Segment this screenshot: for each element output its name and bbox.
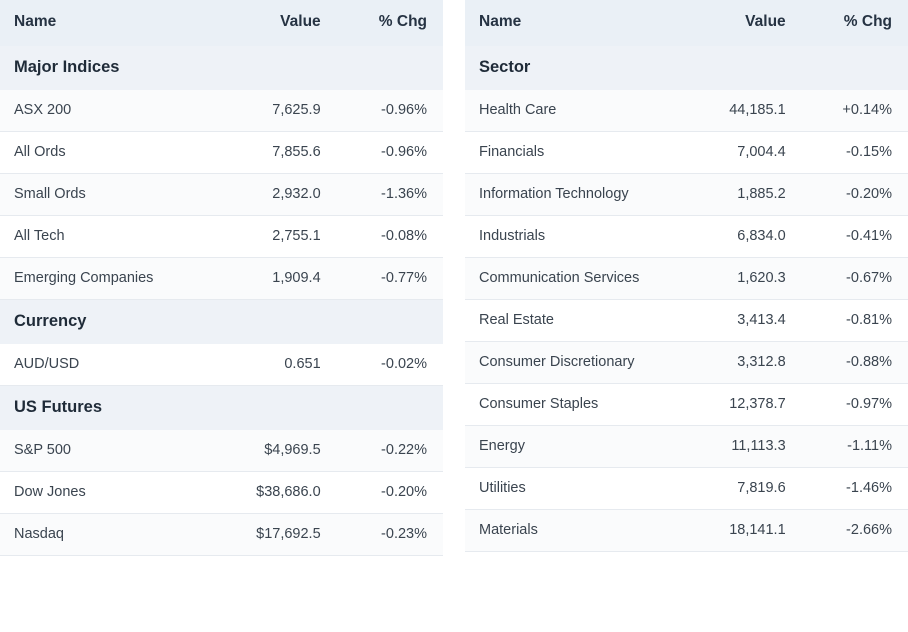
sector-row-change: -1.11% (802, 426, 908, 468)
indices-row-change: -0.96% (337, 90, 443, 132)
indices-row-change: -0.08% (337, 216, 443, 258)
indices-row-value: $38,686.0 (216, 472, 337, 514)
indices-row-value: $17,692.5 (216, 514, 337, 556)
table-row[interactable] (465, 174, 908, 216)
indices-row-name: Dow Jones (0, 472, 216, 514)
indices-row-value: 1,909.4 (216, 258, 337, 300)
sector-row-change: -0.20% (802, 174, 908, 216)
sector-row-change: -0.97% (802, 384, 908, 426)
table-row[interactable] (465, 132, 908, 174)
table-row[interactable] (465, 90, 908, 132)
sector-group-label: Sector (465, 46, 908, 90)
sector-header-value: Value (681, 0, 802, 46)
sector-row-name: Real Estate (465, 300, 681, 342)
sector-row-value: 6,834.0 (681, 216, 802, 258)
indices-header-value: Value (216, 0, 337, 46)
sector-row-name: Communication Services (465, 258, 681, 300)
sector-table (465, 0, 908, 552)
sector-row-name: Financials (465, 132, 681, 174)
table-row[interactable] (0, 258, 443, 300)
sector-table-head (465, 0, 908, 46)
sector-row-value: 3,413.4 (681, 300, 802, 342)
indices-row-change: -0.77% (337, 258, 443, 300)
indices-row-value: 7,625.9 (216, 90, 337, 132)
sector-row-change: -0.88% (802, 342, 908, 384)
sector-row-change: +0.14% (802, 90, 908, 132)
sector-group-row (465, 46, 908, 90)
indices-row-change: -0.96% (337, 132, 443, 174)
sector-header-row (465, 0, 908, 46)
table-row[interactable] (465, 468, 908, 510)
indices-row-name: AUD/USD (0, 344, 216, 386)
table-row[interactable] (465, 300, 908, 342)
sector-row-value: 18,141.1 (681, 510, 802, 552)
sector-row-name: Materials (465, 510, 681, 552)
table-row[interactable] (0, 90, 443, 132)
sector-row-change: -1.46% (802, 468, 908, 510)
table-row[interactable] (0, 132, 443, 174)
indices-group-row (0, 300, 443, 345)
indices-row-change: -1.36% (337, 174, 443, 216)
sector-row-value: 1,620.3 (681, 258, 802, 300)
sector-header-change: % Chg (802, 0, 908, 46)
sector-row-change: -0.41% (802, 216, 908, 258)
indices-row-value: $4,969.5 (216, 430, 337, 472)
indices-row-value: 2,755.1 (216, 216, 337, 258)
indices-row-name: Small Ords (0, 174, 216, 216)
sector-row-value: 7,004.4 (681, 132, 802, 174)
table-row[interactable] (465, 426, 908, 468)
indices-row-change: -0.22% (337, 430, 443, 472)
indices-header-change: % Chg (337, 0, 443, 46)
indices-row-name: All Ords (0, 132, 216, 174)
indices-row-value: 7,855.6 (216, 132, 337, 174)
table-row[interactable] (0, 216, 443, 258)
indices-header-row (0, 0, 443, 46)
sector-row-change: -0.81% (802, 300, 908, 342)
indices-table-body (0, 46, 443, 556)
sector-row-name: Consumer Discretionary (465, 342, 681, 384)
sector-row-value: 12,378.7 (681, 384, 802, 426)
sector-row-name: Industrials (465, 216, 681, 258)
sector-row-value: 11,113.3 (681, 426, 802, 468)
sector-table-body (465, 46, 908, 552)
sector-row-name: Utilities (465, 468, 681, 510)
sector-panel (465, 0, 908, 632)
table-row[interactable] (0, 174, 443, 216)
sector-row-change: -0.67% (802, 258, 908, 300)
sector-row-name: Consumer Staples (465, 384, 681, 426)
indices-row-change: -0.02% (337, 344, 443, 386)
sector-row-value: 7,819.6 (681, 468, 802, 510)
indices-row-change: -0.20% (337, 472, 443, 514)
indices-panel (0, 0, 443, 632)
indices-row-value: 0.651 (216, 344, 337, 386)
indices-row-value: 2,932.0 (216, 174, 337, 216)
table-row[interactable] (0, 430, 443, 472)
table-row[interactable] (465, 216, 908, 258)
table-row[interactable] (465, 342, 908, 384)
indices-group-label: Currency (0, 300, 443, 345)
sector-row-name: Information Technology (465, 174, 681, 216)
indices-row-name: Emerging Companies (0, 258, 216, 300)
sector-row-name: Energy (465, 426, 681, 468)
sector-row-value: 3,312.8 (681, 342, 802, 384)
indices-row-name: All Tech (0, 216, 216, 258)
indices-header-name: Name (0, 0, 216, 46)
table-row[interactable] (465, 510, 908, 552)
indices-group-row (0, 46, 443, 90)
sector-row-change: -0.15% (802, 132, 908, 174)
sector-row-change: -2.66% (802, 510, 908, 552)
sector-row-value: 1,885.2 (681, 174, 802, 216)
table-row[interactable] (0, 344, 443, 386)
indices-group-row (0, 386, 443, 431)
sector-row-name: Health Care (465, 90, 681, 132)
indices-row-name: Nasdaq (0, 514, 216, 556)
indices-row-change: -0.23% (337, 514, 443, 556)
sector-header-name: Name (465, 0, 681, 46)
table-row[interactable] (465, 258, 908, 300)
sector-row-value: 44,185.1 (681, 90, 802, 132)
table-row[interactable] (0, 514, 443, 556)
indices-table (0, 0, 443, 556)
indices-table-head (0, 0, 443, 46)
table-row[interactable] (465, 384, 908, 426)
indices-group-label: US Futures (0, 386, 443, 431)
indices-row-name: S&P 500 (0, 430, 216, 472)
table-row[interactable] (0, 472, 443, 514)
indices-group-label: Major Indices (0, 46, 443, 90)
indices-row-name: ASX 200 (0, 90, 216, 132)
